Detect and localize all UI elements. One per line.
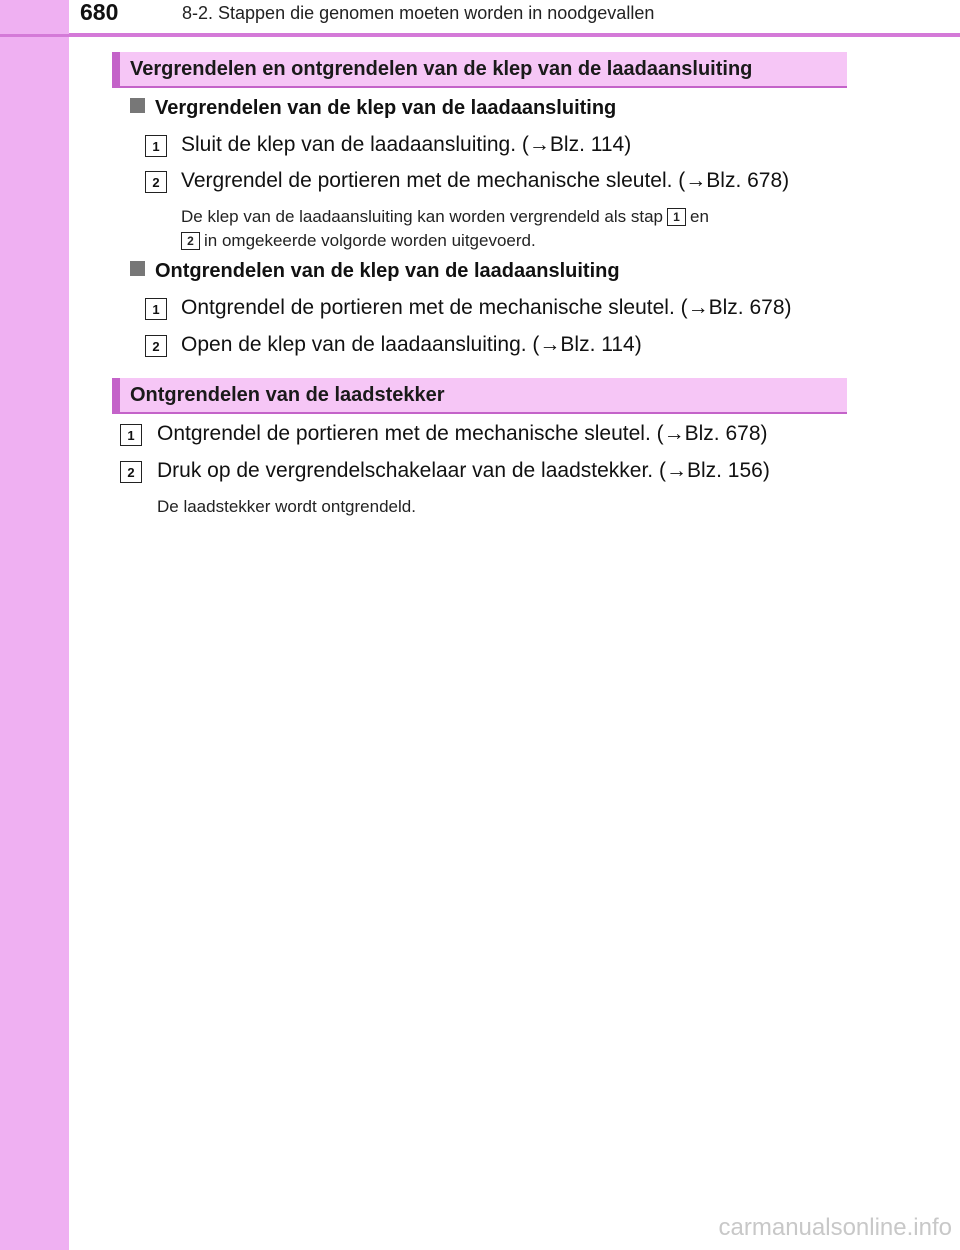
step-number: 2 bbox=[145, 171, 167, 193]
side-band bbox=[0, 0, 69, 1250]
page-number-box bbox=[0, 0, 119, 34]
section-title-bar bbox=[112, 52, 847, 88]
step-number: 1 bbox=[145, 135, 167, 157]
step-text: Ontgrendel de portieren met de mechanische sleutel. (→Blz. 678) bbox=[157, 422, 768, 445]
step-number: 1 bbox=[120, 424, 142, 446]
watermark: carmanualsonline.info bbox=[718, 1214, 952, 1241]
subheading-lock: Vergrendelen van de klep van de laadaansluiting bbox=[130, 97, 616, 120]
inline-step-number: 2 bbox=[181, 232, 200, 250]
note-line-1: De klep van de laadaansluiting kan worden vergrendeld als stap 1 en bbox=[181, 207, 709, 226]
step-number: 1 bbox=[145, 298, 167, 320]
bullet-square-icon bbox=[130, 98, 145, 113]
chapter-title: 8-2. Stappen die genomen moeten worden in noodgevallen bbox=[182, 3, 655, 23]
step-text: Open de klep van de laadaansluiting. (→Blz. 114) bbox=[181, 333, 642, 356]
step-text: Sluit de klep van de laadaansluiting. (→Blz. 114) bbox=[181, 133, 632, 156]
inline-step-number: 1 bbox=[667, 208, 686, 226]
note-line-2: 2 in omgekeerde volgorde worden uitgevoerd. bbox=[181, 231, 536, 251]
section-title: Ontgrendelen van de laadstekker bbox=[130, 384, 445, 406]
section-title-bar bbox=[112, 378, 847, 414]
step-text: Vergrendel de portieren met de mechanische sleutel. (→Blz. 678) bbox=[181, 169, 790, 192]
bullet-square-icon bbox=[130, 261, 145, 276]
page-number: 680 bbox=[80, 0, 119, 25]
header-rule bbox=[0, 33, 960, 37]
step-number: 2 bbox=[145, 335, 167, 357]
step-text: Ontgrendel de portieren met de mechanische sleutel. (→Blz. 678) bbox=[181, 296, 792, 319]
note-text: De laadstekker wordt ontgrendeld. bbox=[157, 497, 416, 516]
section-title: Vergrendelen en ontgrendelen van de klep van de laadaansluiting bbox=[130, 58, 753, 80]
subheading-unlock: Ontgrendelen van de klep van de laadaansluiting bbox=[130, 260, 620, 283]
step-number: 2 bbox=[120, 461, 142, 483]
step-text: Druk op de vergrendelschakelaar van de laadstekker. (→Blz. 156) bbox=[157, 459, 770, 482]
